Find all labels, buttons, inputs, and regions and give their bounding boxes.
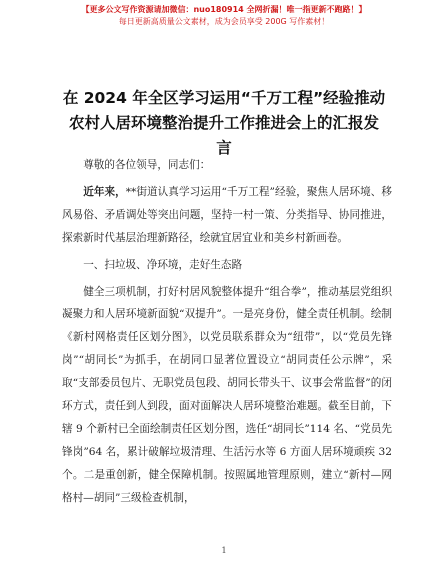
intro-text: **街道认真学习运用“千万工程”经验，聚焦人居环境、移风易俗、矛盾调处等突出问题，坚持一村一策、分类指导、协同推进，探索新时代基层治理新路径，绘就宜居宜业和美乡村新画卷。 [62,185,392,244]
promo-banner [0,3,448,28]
document-body [62,154,392,510]
promo-banner-line-2: 每日更新高质量公文素材，成为会员享受 200G 写作素材！ [118,17,330,26]
title-line-1: 在 2024 年全区学习运用“千万工程”经验推动 [62,89,386,107]
page-number: 1 [221,546,227,555]
promo-banner-line-1: 【更多公文写作资源请加微信：nuo180914 全网折漏！唯一指更新不跑路！】 [81,5,367,14]
title-line-3: 言 [216,139,232,157]
intro-paragraph [62,181,392,250]
document-title [60,86,388,161]
section-heading-1: 一、扫垃圾、净环境，走好生态路 [83,258,243,271]
title-line-2: 农村人居环境整治提升工作推进会上的汇报发 [68,114,379,132]
salutation: 尊敬的各位领导，同志们： [83,159,211,171]
body-paragraph-1: 健全三项机制，打好村居风貌整体提升“组合拳”，推动基层党组织凝聚力和人居环境新面貌“双提升”。一是亮身份，健全责任机制。绘制《新村网格责任区划分图》，以党员联系群众为“纽带”，以“党员先锋岗”“胡同长”为抓手，在胡同口显著位置设立“胡同责任公示牌”，采取“支部委员包片、无职党员包段、胡同长带头干、议事会常监督”的闭环方式，责任到人到段，面对面解决人居环境整治难题。截至目前，下辖 9 个新村已全面绘制责任区划分图，选任“胡同长”114 名、“党员先锋岗”64 名，累计破解垃圾清理、生活污水等 6 方面人居环境顽疾 32 个。二是重创新，健全保障机制。按照属地管理原则，建立“新村—网格村—胡同”三级检查机制， [62,285,392,504]
intro-lead: 近年来， [83,185,126,198]
